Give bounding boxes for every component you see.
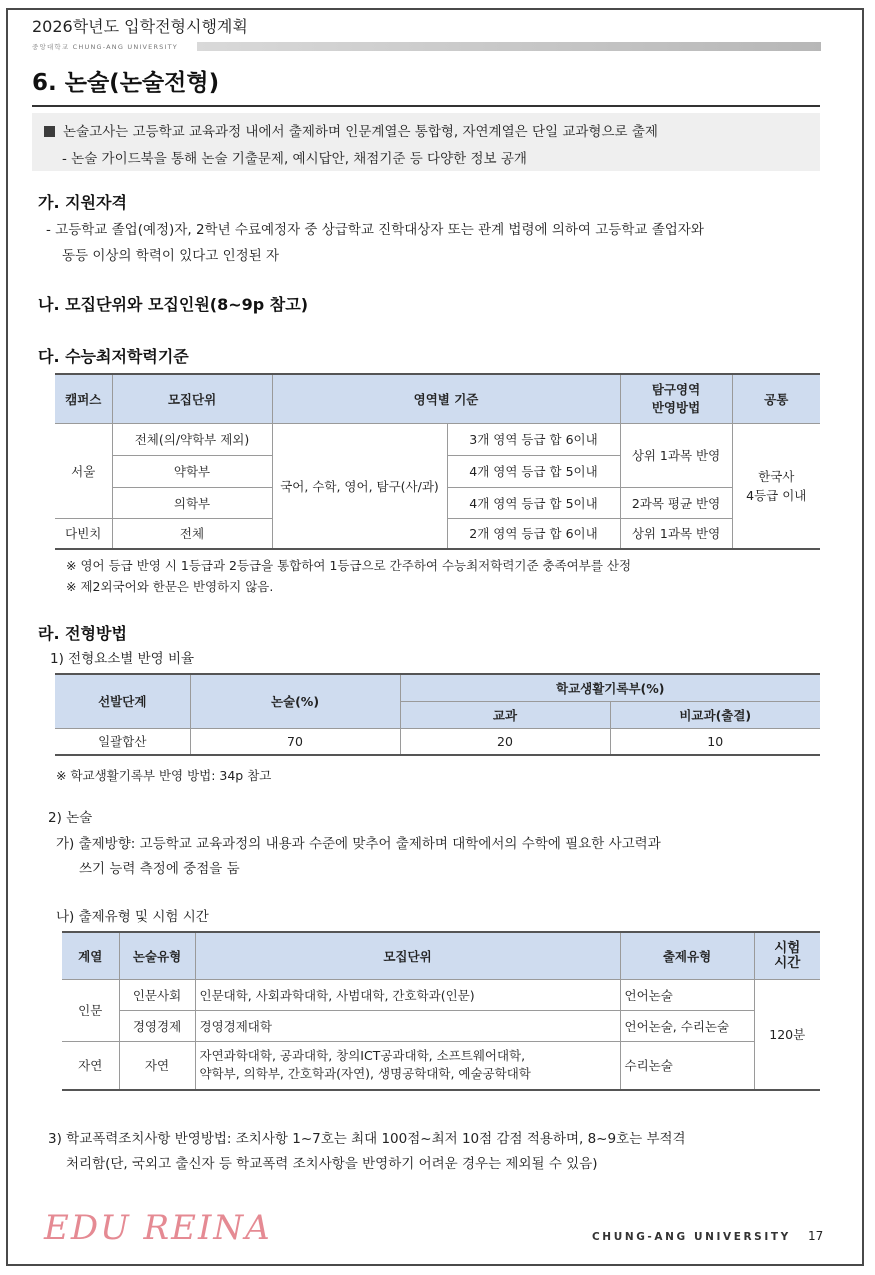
watermark-logo: EDU REINA: [44, 1208, 272, 1248]
heading-eligibility: 가. 지원자격: [38, 193, 127, 212]
col-header-field: 계열: [62, 932, 119, 979]
table-header-row: [55, 374, 820, 423]
nonsubject-cell: 10: [610, 728, 820, 755]
violence-policy-line-1: 3) 학교폭력조치사항 반영방법: 조치사항 1~7호는 최대 100점~최저 10점 감점 적용하며, 8~9호는 부적격: [48, 1131, 686, 1147]
units-cell: 경영경제대학: [195, 1010, 620, 1041]
method-cell: 상위 1과목 반영: [620, 423, 732, 487]
col-header-units: 모집단위: [195, 932, 620, 979]
heading-recruitment-units: 나. 모집단위와 모집인원(8~9p 참고): [38, 295, 309, 314]
page-number: 17: [808, 1229, 824, 1243]
units-line-1: 자연과학대학, 공과대학, 창의ICT공과대학, 소프트웨어대학,: [199, 1048, 526, 1064]
units-line-2: 약학부, 의학부, 간호학과(자연), 생명공학대학, 예술공학대학: [199, 1066, 531, 1082]
col-header-unit: 모집단위: [112, 374, 272, 423]
table-header-row: [55, 674, 820, 701]
csat-note-1: ※ 영어 등급 반영 시 1등급과 2등급을 통합하여 1등급으로 간주하여 수능최저학력기준 충족여부를 산정: [66, 558, 632, 573]
exam-type-table: [62, 931, 820, 1091]
exam-type-cell: 언어논술: [620, 979, 754, 1010]
eligibility-line-1: - 고등학교 졸업(예정)자, 2학년 수료예정자 중 상급학교 진학대상자 또는 관계 법령에 의하여 고등학교 졸업자와: [46, 222, 704, 238]
essay-type-cell: 경영경제: [119, 1010, 195, 1041]
col-header-common: 공통: [732, 374, 820, 423]
col-header-school-record: 학교생활기록부(%): [400, 674, 820, 701]
essay-type-cell: 인문사회: [119, 979, 195, 1010]
unit-cell: 약학부: [112, 455, 272, 487]
stage-cell: 일괄합산: [55, 728, 190, 755]
eligibility-line-2: 동등 이상의 학력이 있다고 인정된 자: [62, 248, 280, 264]
section-title: 6. 논술(논술전형): [32, 70, 220, 96]
col-header-nonsubject: 비교과(출결): [610, 701, 820, 728]
university-subtitle: 중앙대학교 CHUNG-ANG UNIVERSITY: [32, 43, 178, 51]
col-header-inquiry-method: 탐구영역 반영방법: [620, 374, 732, 423]
subjects-cell: 국어, 수학, 영어, 탐구(사/과): [272, 423, 447, 549]
criteria-cell: 2개 영역 등급 합 6이내: [447, 518, 620, 549]
csat-note-2: ※ 제2외국어와 한문은 반영하지 않음.: [66, 579, 274, 594]
exam-time-cell: 120분: [754, 979, 820, 1090]
sub-heading-exam-type: 나) 출제유형 및 시험 시간: [56, 909, 209, 925]
ratio-table: [55, 673, 820, 756]
violence-policy-line-2: 처리함(단, 국외고 출신자 등 학교폭력 조치사항을 반영하기 어려운 경우는 제외될 수 있음): [66, 1156, 598, 1172]
sub-heading-essay: 2) 논술: [48, 810, 93, 826]
exam-type-cell: 언어논술, 수리논술: [620, 1010, 754, 1041]
essay-direction-line-2: 쓰기 능력 측정에 중점을 둠: [79, 861, 240, 877]
heading-selection-method: 라. 전형방법: [38, 624, 127, 643]
table-row: [62, 1041, 820, 1090]
table-row: [55, 423, 820, 455]
heading-csat-minimum: 다. 수능최저학력기준: [38, 347, 189, 366]
ratio-note: ※ 학교생활기록부 반영 방법: 34p 참고: [56, 768, 272, 783]
common-cell: 한국사 4등급 이내: [732, 423, 820, 549]
table-header-row: [62, 932, 820, 979]
campus-dabinchi: 다빈치: [55, 518, 112, 549]
square-bullet-icon: [44, 126, 55, 137]
col-header-exam-type: 출제유형: [620, 932, 754, 979]
exam-type-cell: 수리논술: [620, 1041, 754, 1090]
col-header-essay-type: 논술유형: [119, 932, 195, 979]
campus-seoul: 서울: [55, 423, 112, 518]
col-header-stage: 선발단계: [55, 674, 190, 728]
col-header-exam-time: 시험 시간: [754, 932, 820, 979]
table-row: [62, 979, 820, 1010]
table-row: [55, 728, 820, 755]
criteria-cell: 4개 영역 등급 합 5이내: [447, 487, 620, 518]
unit-cell: 의학부: [112, 487, 272, 518]
intro-line-2: - 논술 가이드북을 통해 논술 기출문제, 예시답안, 채점기준 등 다양한 정보 공개: [62, 151, 527, 167]
section-divider: [32, 105, 820, 107]
criteria-cell: 4개 영역 등급 합 5이내: [447, 455, 620, 487]
col-header-campus: 캠퍼스: [55, 374, 112, 423]
intro-line-1: 논술고사는 고등학교 교육과정 내에서 출제하며 인문계열은 통합형, 자연계열은 단일 교과형으로 출제: [44, 120, 658, 140]
unit-cell: 전체: [112, 518, 272, 549]
csat-minimum-table: [55, 373, 820, 550]
subject-cell: 20: [400, 728, 610, 755]
field-cell: 인문: [62, 979, 119, 1041]
col-header-subject: 교과: [400, 701, 610, 728]
sub-heading-ratio: 1) 전형요소별 반영 비율: [50, 651, 195, 667]
intro-box: [32, 113, 820, 171]
essay-type-cell: 자연: [119, 1041, 195, 1090]
document-header-title: 2026학년도 입학전형시행계획: [32, 17, 248, 36]
units-cell: 인문대학, 사회과학대학, 사범대학, 간호학과(인문): [195, 979, 620, 1010]
essay-direction-line-1: 가) 출제방향: 고등학교 교육과정의 내용과 수준에 맞추어 출제하며 대학에서의 수학에 필요한 사고력과: [56, 836, 661, 852]
method-cell: 2과목 평균 반영: [620, 487, 732, 518]
field-cell: 자연: [62, 1041, 119, 1090]
criteria-cell: 3개 영역 등급 합 6이내: [447, 423, 620, 455]
col-header-essay: 논술(%): [190, 674, 400, 728]
table-row: [62, 1010, 820, 1041]
units-cell: [195, 1041, 620, 1090]
col-header-criteria: 영역별 기준: [272, 374, 620, 423]
header-gradient-bar: [197, 42, 821, 51]
footer-university: CHUNG-ANG UNIVERSITY: [592, 1231, 791, 1243]
unit-cell: 전체(의/약학부 제외): [112, 423, 272, 455]
method-cell: 상위 1과목 반영: [620, 518, 732, 549]
essay-cell: 70: [190, 728, 400, 755]
